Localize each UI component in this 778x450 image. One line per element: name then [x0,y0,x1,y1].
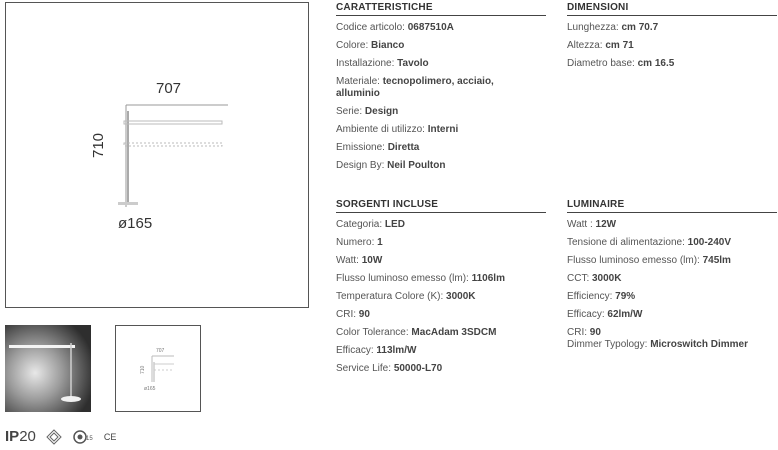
spec-row: Altezza: cm 71 [567,40,634,51]
caratteristiche-section [336,2,546,178]
spec-row: Watt: 10W [336,255,383,266]
spec-row: Installazione: Tavolo [336,58,429,69]
technical-drawing-frame[interactable] [5,2,309,308]
section-title: DIMENSIONI [567,2,777,16]
luminaire-section [567,199,777,357]
enec-cert-icon [72,429,94,445]
width-dimension-label: 707 [156,80,182,97]
section-title: SORGENTI INCLUSE [336,199,546,213]
diamond-cert-icon [46,429,62,445]
spec-row: Flusso luminoso emesso (lm): 1106lm [336,273,505,284]
drawing-thumbnail[interactable] [115,325,201,412]
spec-row: Flusso luminoso emesso (lm): 745lm [567,255,731,266]
spec-row: Temperatura Colore (K): 3000K [336,291,476,302]
mini-diameter-label: ø165 [144,386,156,392]
mini-lamp-drawing [116,326,200,411]
spec-row: Design By: Neil Poulton [336,160,446,171]
height-dimension-label: 710 [90,132,107,158]
spec-row: Tensione di alimentazione: 100-240V [567,237,732,248]
spec-row: Numero: 1 [336,237,383,248]
spec-row: Service Life: 50000-L70 [336,363,443,374]
spec-row: Ambiente di utilizzo: Interni [336,124,459,135]
section-title: LUMINAIRE [567,199,777,213]
diameter-dimension-label: ø165 [118,215,153,232]
spec-row: Efficiency: 79% [567,291,636,302]
spec-row: Diametro base: cm 16.5 [567,58,675,69]
spec-row: Lunghezza: cm 70.7 [567,22,659,33]
spec-row: CCT: 3000K [567,273,622,284]
spec-row: Serie: Design [336,106,399,117]
svg-text:15: 15 [85,435,93,442]
spec-row: Codice articolo: 0687510A [336,22,454,33]
spec-row: Dimmer Typology: Microswitch Dimmer [567,339,748,350]
spec-row: Color Tolerance: MacAdam 3SDCM [336,327,497,338]
sorgenti-section [336,199,546,381]
spec-row: Efficacy: 113lm/W [336,345,417,356]
mini-width-label: 707 [156,348,165,354]
mini-height-label: 710 [140,365,146,374]
lamp-drawing [6,3,308,307]
spec-row: Watt : 12W [567,219,617,230]
photo-thumbnail[interactable] [5,325,91,412]
spec-row: Materiale: tecnopolimero, acciaio, alluminio [336,76,494,99]
dimensioni-section [567,2,777,76]
ce-mark: CE [103,431,117,442]
ip-rating: IP20 [5,428,36,445]
certification-badges [5,428,116,445]
spec-row: Colore: Bianco [336,40,405,51]
spec-row: Emissione: Diretta [336,142,420,153]
section-title: CARATTERISTICHE [336,2,546,16]
spec-row: CRI: 90 [336,309,370,320]
spec-row: Categoria: LED [336,219,405,230]
spec-row: CRI: 90 [567,327,601,338]
lamp-photo [5,325,91,412]
spec-row: Efficacy: 62lm/W [567,309,643,320]
